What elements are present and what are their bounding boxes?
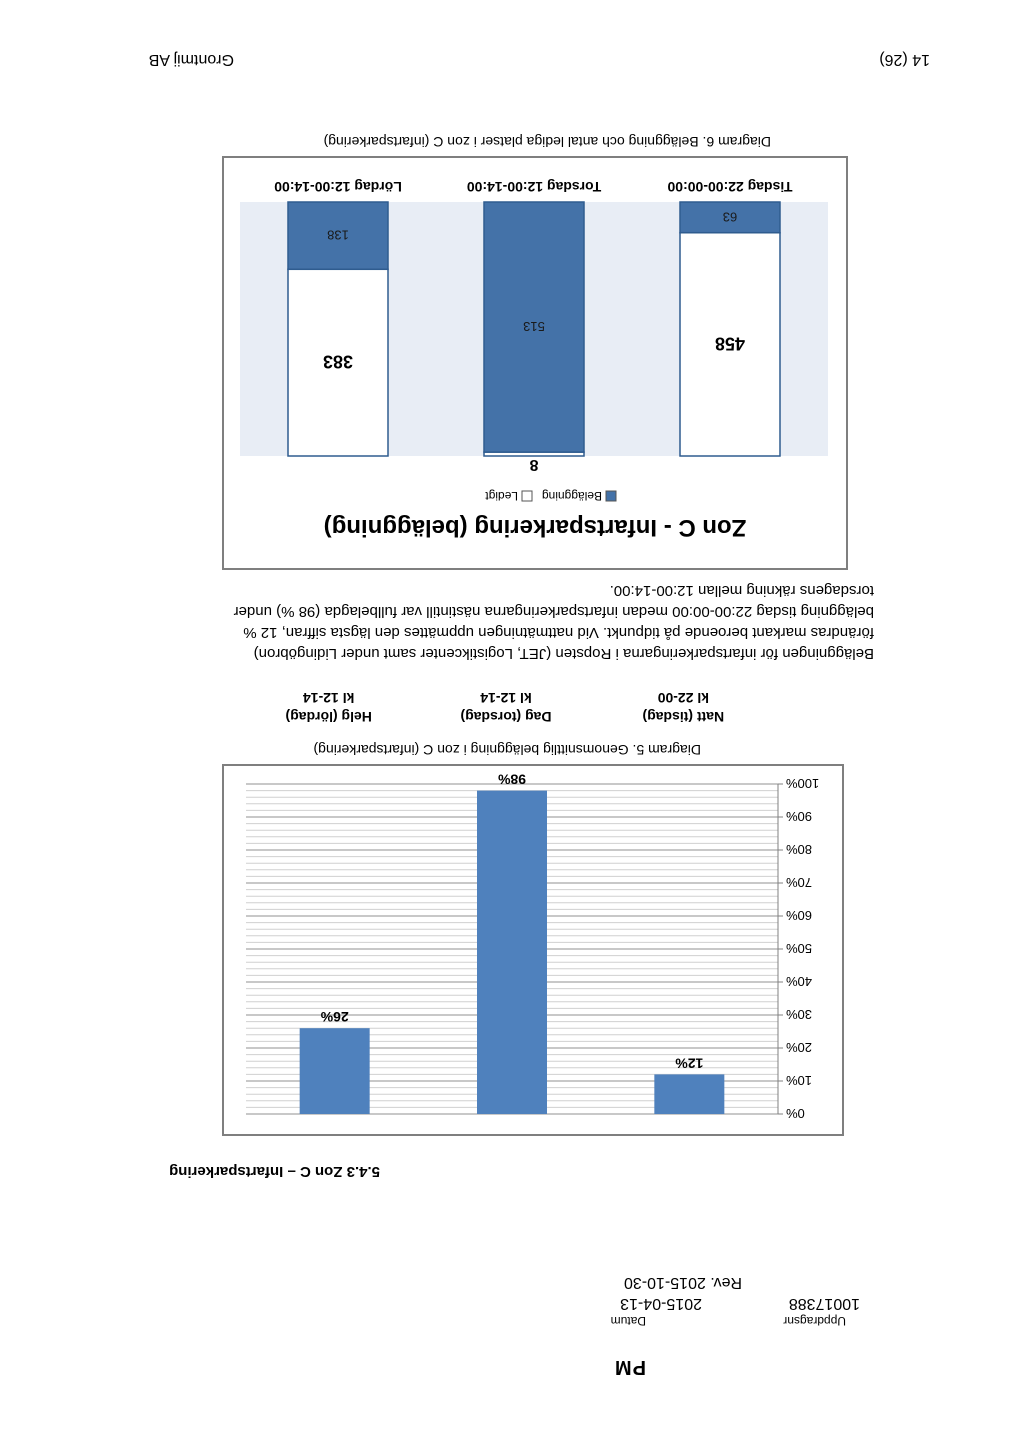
category-label: Lördag 12:00-14:00 xyxy=(274,179,402,195)
page-number: 14 (26) xyxy=(879,51,930,68)
category-label: Torsdag 12:00-14:00 xyxy=(466,179,602,195)
bar-value-label: 98% xyxy=(497,771,527,788)
y-tick-label: 10% xyxy=(786,1073,813,1088)
y-tick-label: 40% xyxy=(786,974,813,989)
y-tick-label: 80% xyxy=(786,842,813,857)
legend-label: Ledigt xyxy=(485,489,518,503)
company-name: Grontmij AB xyxy=(148,51,234,68)
y-tick-label: 70% xyxy=(786,875,813,890)
segment-label-ledigt: 383 xyxy=(322,351,354,372)
category-label: kl 12-14 xyxy=(302,690,355,706)
body-paragraph xyxy=(234,580,874,664)
segment-label-ledigt: 8 xyxy=(529,456,539,473)
category-label: Natt (tisdag) xyxy=(642,709,725,725)
chart-title: Zon C - Infartsparkering (beläggning) xyxy=(323,514,747,541)
category-label: Helg (lördag) xyxy=(285,709,372,725)
segment-label-belaggning: 513 xyxy=(523,319,545,335)
y-tick-label: 90% xyxy=(786,809,813,824)
date-label: Datum xyxy=(610,1314,646,1328)
bar-value-label: 26% xyxy=(320,1009,349,1026)
legend-swatch xyxy=(606,491,616,501)
category-label: Dag (torsdag) xyxy=(460,709,552,725)
chart-average-occupancy xyxy=(222,764,844,1136)
doc-revision: Rev. 2015-10-30 xyxy=(624,1274,742,1291)
chart-occupancy-free-spaces xyxy=(222,156,848,570)
bar xyxy=(654,1074,724,1114)
legend-swatch xyxy=(522,491,532,501)
chart-average-occupancy-categories xyxy=(222,682,782,728)
segment-label-ledigt: 458 xyxy=(714,333,746,354)
bar-value-label: 12% xyxy=(675,1055,704,1072)
legend-label: Beläggning xyxy=(541,489,602,503)
category-label: kl 22-00 xyxy=(657,690,710,706)
assignment-label: Uppdragsnr xyxy=(783,1314,846,1328)
y-tick-label: 100% xyxy=(786,776,820,791)
diagram6-caption: Diagram 6. Beläggning och antal lediga platser i zon C (infartsparkering) xyxy=(323,134,771,150)
bar xyxy=(300,1028,370,1114)
paragraph-line: beläggning tisdag 22:00-00:00 medan infartsparkeringarna nästintill var fullbelagda (98 %) under xyxy=(233,603,874,620)
y-tick-label: 20% xyxy=(786,1040,813,1055)
y-tick-label: 30% xyxy=(786,1007,813,1022)
bar xyxy=(477,791,547,1114)
segment-label-belaggning: 138 xyxy=(327,227,349,243)
y-tick-label: 0% xyxy=(786,1106,805,1121)
chart-occupancy-free-spaces-plot xyxy=(224,158,846,568)
y-tick-label: 60% xyxy=(786,908,813,923)
diagram5-caption: Diagram 5. Genomsnittlig beläggning i zon C (infartsparkering) xyxy=(313,742,701,758)
y-tick-label: 50% xyxy=(786,941,813,956)
section-heading: 5.4.3 Zon C – Infartsparkering xyxy=(169,1163,380,1180)
paragraph-line: torsdagens räkning mellan 12:00-14:00. xyxy=(609,582,874,599)
doc-type: PM xyxy=(614,1356,646,1378)
paragraph-line: förändras markant beroende på tidpunkt. Vid nattmätningen uppmättes den lägsta siffran, 12 % xyxy=(243,624,874,641)
category-label: Tisdag 22:00-00:00 xyxy=(667,179,793,195)
segment-label-belaggning: 63 xyxy=(722,209,738,225)
paragraph-line: Beläggningen för infartsparkeringarna i Ropsten (JET, Logistikcenter samt under Lidingöbron) xyxy=(253,645,874,662)
assignment-number: 10017388 xyxy=(788,1295,860,1312)
category-label: kl 12-14 xyxy=(480,690,532,706)
doc-date: 2015-04-13 xyxy=(620,1295,702,1312)
chart-average-occupancy-plot xyxy=(224,766,842,1134)
